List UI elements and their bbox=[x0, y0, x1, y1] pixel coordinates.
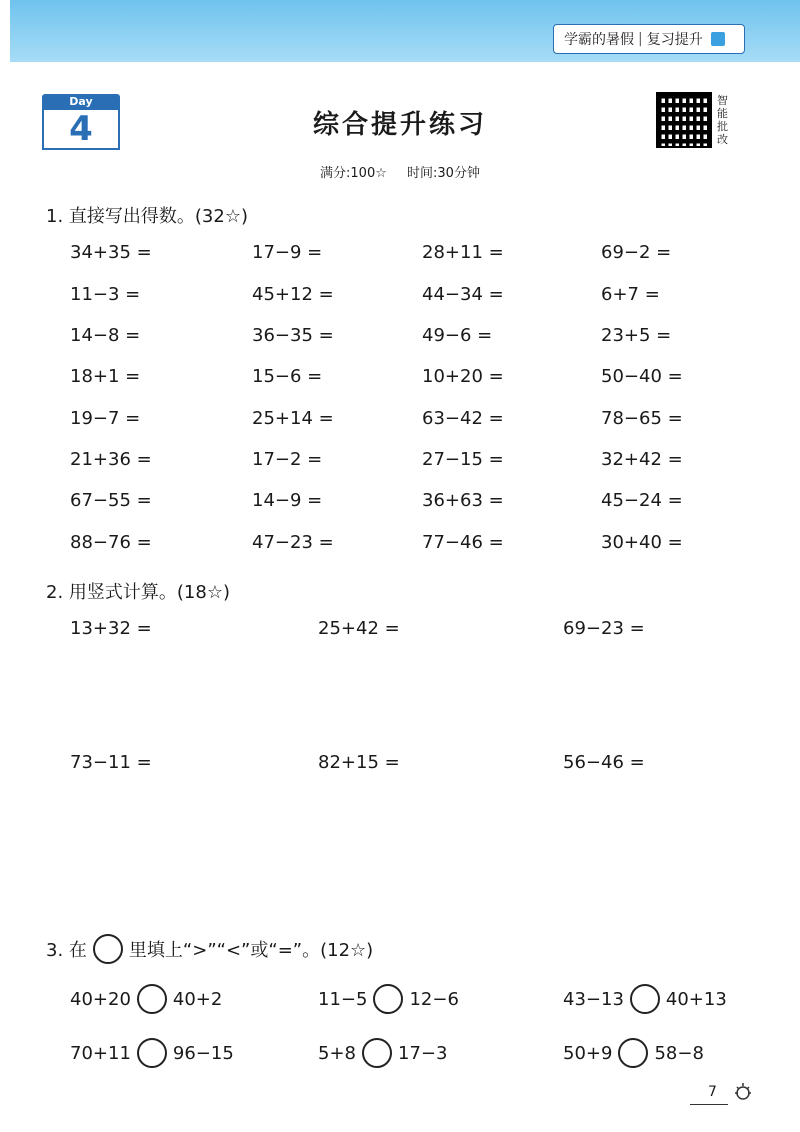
calc-item: 36−35 = bbox=[252, 325, 334, 346]
series-tag bbox=[553, 24, 745, 54]
page-number: 7 bbox=[708, 1084, 717, 1100]
page-number-underline bbox=[690, 1104, 728, 1105]
qr-caption bbox=[717, 94, 731, 146]
vertical-calc-item: 56−46 = bbox=[563, 752, 645, 773]
qr-caption-char: 改 bbox=[717, 133, 728, 146]
compare-left: 70+11 bbox=[70, 1042, 131, 1064]
calc-item: 17−9 = bbox=[252, 242, 323, 263]
calc-item: 50−40 = bbox=[601, 366, 683, 387]
answer-circle[interactable] bbox=[137, 1038, 167, 1068]
calc-item: 45−24 = bbox=[601, 490, 683, 511]
compare-item bbox=[318, 1038, 447, 1068]
qr-caption-char: 能 bbox=[717, 107, 728, 120]
compare-left: 40+20 bbox=[70, 988, 131, 1010]
calc-item: 11−3 = bbox=[70, 284, 141, 305]
compare-right: 40+2 bbox=[172, 988, 223, 1010]
calc-item: 36+63 = bbox=[422, 490, 504, 511]
calc-item: 28+11 = bbox=[422, 242, 504, 263]
separator: | bbox=[638, 31, 643, 47]
full-score: 满分:100☆ bbox=[320, 166, 387, 181]
compare-right: 17−3 bbox=[398, 1042, 448, 1064]
question-3-heading-pre: 3. 在 bbox=[46, 940, 87, 961]
calc-item: 23+5 = bbox=[601, 325, 672, 346]
compare-left: 11−5 bbox=[318, 988, 368, 1010]
calc-item: 25+14 = bbox=[252, 408, 334, 429]
vertical-calc-item: 13+32 = bbox=[70, 618, 152, 639]
vertical-calc-item: 82+15 = bbox=[318, 752, 400, 773]
calc-item: 49−6 = bbox=[422, 325, 493, 346]
compare-right: 58−8 bbox=[654, 1042, 704, 1064]
calc-item: 44−34 = bbox=[422, 284, 504, 305]
calc-item: 69−2 = bbox=[601, 242, 672, 263]
calc-item: 47−23 = bbox=[252, 532, 334, 553]
answer-circle[interactable] bbox=[630, 984, 660, 1014]
vertical-calc-item: 25+42 = bbox=[318, 618, 400, 639]
sun-icon bbox=[730, 1078, 756, 1104]
calc-item: 14−9 = bbox=[252, 490, 323, 511]
question-3-heading-post: 里填上“>”“<”或“=”。(12☆) bbox=[128, 940, 374, 961]
calc-item: 21+36 = bbox=[70, 449, 152, 470]
answer-circle[interactable] bbox=[362, 1038, 392, 1068]
compare-left: 5+8 bbox=[318, 1042, 356, 1064]
compare-item bbox=[563, 1038, 704, 1068]
brand-label: 学霸的暑假 bbox=[564, 32, 634, 48]
qr-caption-char: 批 bbox=[717, 120, 728, 133]
compare-left: 50+9 bbox=[563, 1042, 613, 1064]
calc-item: 45+12 = bbox=[252, 284, 334, 305]
calc-item: 78−65 = bbox=[601, 408, 683, 429]
compare-item bbox=[70, 1038, 234, 1068]
question-2-heading: 2. 用竖式计算。(18☆) bbox=[46, 582, 230, 603]
qr-caption-char: 智 bbox=[717, 94, 728, 107]
calc-item: 6+7 = bbox=[601, 284, 660, 305]
compare-item bbox=[318, 984, 459, 1014]
section-label: 复习提升 bbox=[646, 32, 703, 48]
calc-item: 32+42 = bbox=[601, 449, 683, 470]
question-3-heading bbox=[46, 934, 373, 964]
answer-circle[interactable] bbox=[137, 984, 167, 1014]
calc-item: 67−55 = bbox=[70, 490, 152, 511]
time-limit: 时间:30分钟 bbox=[407, 166, 480, 181]
book-icon bbox=[711, 32, 725, 46]
day-label: Day bbox=[42, 94, 120, 110]
answer-circle[interactable] bbox=[373, 984, 403, 1014]
calc-item: 15−6 = bbox=[252, 366, 323, 387]
compare-left: 43−13 bbox=[563, 988, 624, 1010]
calc-item: 34+35 = bbox=[70, 242, 152, 263]
question-1-heading: 1. 直接写出得数。(32☆) bbox=[46, 206, 248, 227]
calc-item: 18+1 = bbox=[70, 366, 141, 387]
calc-item: 63−42 = bbox=[422, 408, 504, 429]
score-time-line bbox=[0, 162, 800, 181]
page-title: 综合提升练习 bbox=[312, 110, 487, 140]
answer-circle[interactable] bbox=[618, 1038, 648, 1068]
calc-item: 14−8 = bbox=[70, 325, 141, 346]
compare-item bbox=[70, 984, 222, 1014]
calc-item: 30+40 = bbox=[601, 532, 683, 553]
compare-item bbox=[563, 984, 727, 1014]
calc-item: 27−15 = bbox=[422, 449, 504, 470]
day-number: 4 bbox=[42, 110, 120, 150]
compare-right: 40+13 bbox=[665, 988, 727, 1010]
compare-right: 12−6 bbox=[409, 988, 459, 1010]
calc-item: 88−76 = bbox=[70, 532, 152, 553]
vertical-calc-item: 73−11 = bbox=[70, 752, 152, 773]
qr-code-icon[interactable] bbox=[656, 92, 712, 148]
vertical-calc-item: 69−23 = bbox=[563, 618, 645, 639]
calc-item: 77−46 = bbox=[422, 532, 504, 553]
calc-item: 17−2 = bbox=[252, 449, 323, 470]
calc-item: 19−7 = bbox=[70, 408, 141, 429]
compare-right: 96−15 bbox=[172, 1042, 234, 1064]
calc-item: 10+20 = bbox=[422, 366, 504, 387]
circle-icon bbox=[93, 934, 123, 964]
